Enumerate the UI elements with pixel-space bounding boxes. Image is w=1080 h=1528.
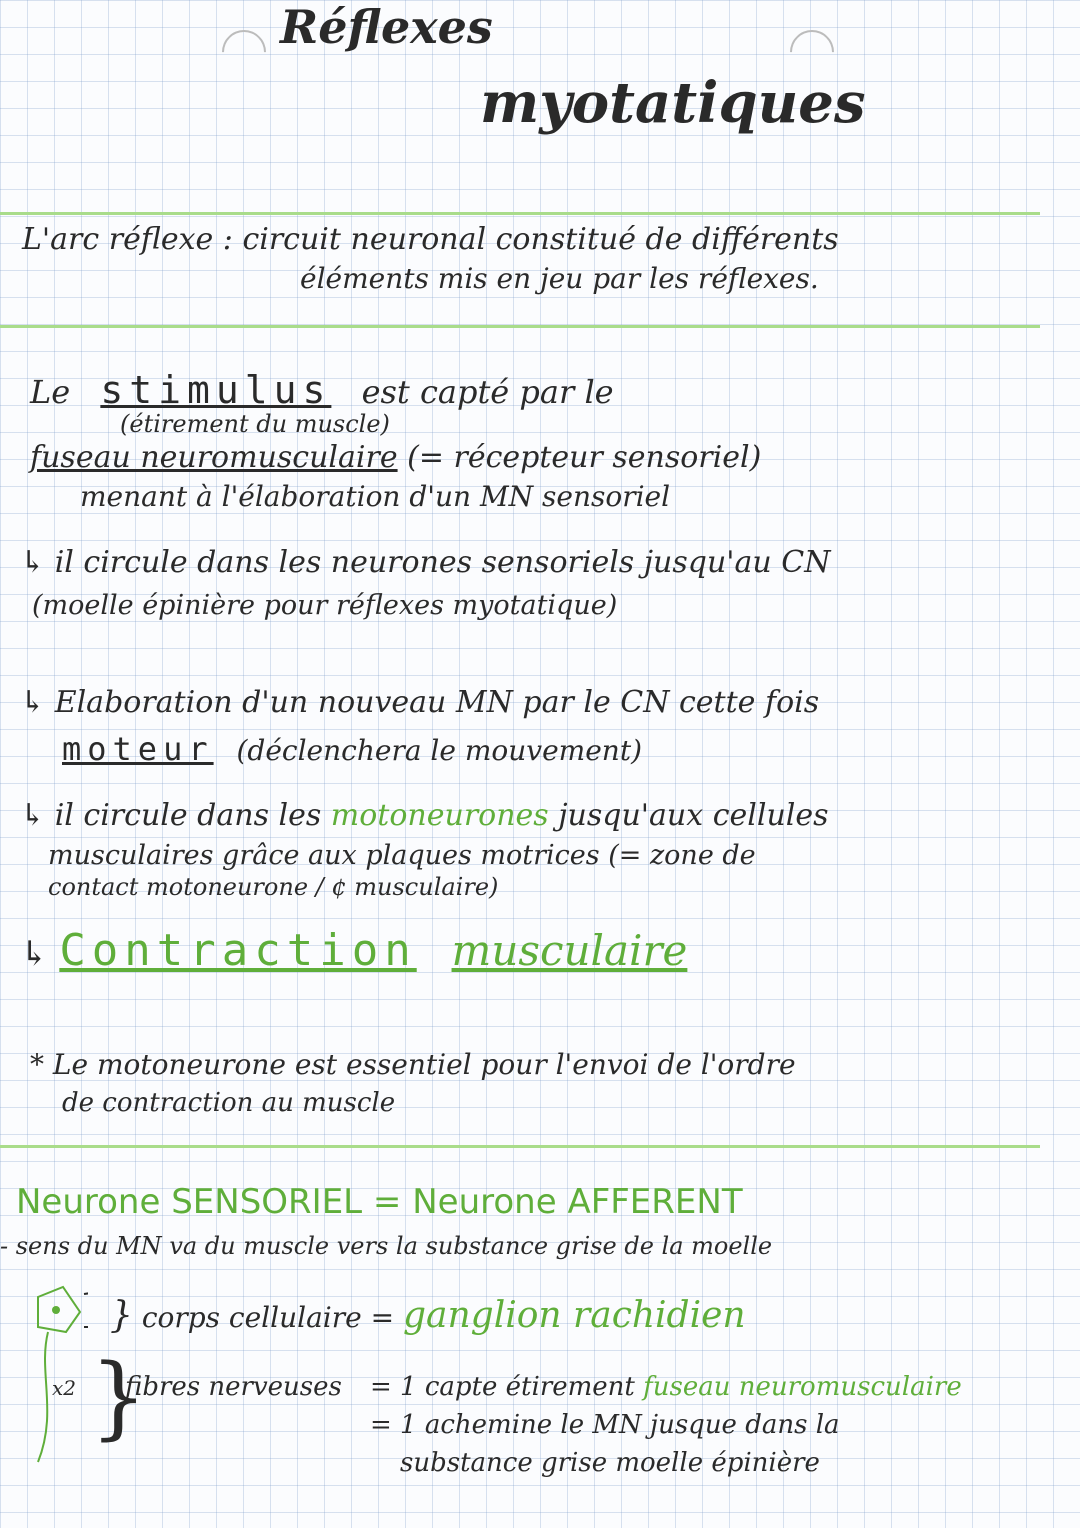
green-rule (0, 325, 1040, 328)
step4-line (20, 925, 687, 976)
fuseau-note: (= récepteur sensoriel) (407, 440, 762, 475)
corps-line (110, 1295, 746, 1336)
motoneurones-term: motoneurones (330, 798, 549, 833)
step2-line2 (62, 730, 642, 768)
fibre1-prefix: = 1 capte étirement (370, 1372, 635, 1402)
arc-line2: éléments mis en jeu par les réflexes. (300, 262, 819, 295)
arrow-icon: ↳ (20, 934, 49, 974)
title-line2: myotatiques (480, 70, 866, 136)
step2-text: Elaboration d'un nouveau MN par le CN cette fois (54, 685, 820, 720)
moteur-word: moteur (62, 730, 214, 768)
stimulus-prefix: Le (30, 373, 71, 411)
fibre2-line: = 1 achemine le MN jusque dans la (370, 1410, 840, 1440)
brace-icon: } (110, 1295, 133, 1336)
moteur-note: (déclenchera le mouvement) (236, 734, 643, 767)
arc-line1: L'arc réflexe : circuit neuronal constitué de différents (22, 222, 839, 257)
fibre1-line (370, 1372, 962, 1402)
stimulus-suffix: est capté par le (361, 373, 614, 411)
corps-value: ganglion rachidien (402, 1295, 746, 1336)
stimulus-word: stimulus (100, 368, 332, 412)
stimulus-note: (étirement du muscle) (120, 410, 390, 438)
sens-line: - sens du MN va du muscle vers la substance grise de la moelle (0, 1232, 773, 1260)
step1-text: il circule dans les neurones sensoriels jusqu'au CN (54, 545, 831, 580)
title-line1: Réflexes (280, 0, 493, 54)
arrow-icon: ↳ (20, 798, 46, 833)
contraction-word: Contraction (59, 925, 417, 976)
step3-line3: contact motoneurone / ¢ musculaire) (48, 873, 499, 901)
step3-line1 (20, 798, 829, 833)
x2-label: x2 (52, 1376, 77, 1400)
musculaire-word: musculaire (451, 926, 688, 975)
note-line2: de contraction au muscle (62, 1088, 396, 1118)
fuseau-term: fuseau neuromusculaire (30, 440, 398, 475)
green-rule (0, 1145, 1040, 1148)
stimulus-line3: menant à l'élaboration d'un MN sensoriel (80, 480, 671, 513)
step3-prefix: il circule dans les (54, 798, 322, 833)
fibre3-line: substance grise moelle épinière (400, 1448, 820, 1478)
step3-line2: musculaires grâce aux plaques motrices (= zone de (48, 840, 756, 871)
fibres-label: fibres nerveuses (125, 1372, 342, 1402)
fibre1-green: fuseau neuromusculaire (643, 1372, 962, 1402)
note-line1: * Le motoneurone est essentiel pour l'envoi de l'ordre (30, 1048, 796, 1081)
arrow-icon: ↳ (20, 685, 46, 720)
punch-hole-left (213, 21, 275, 83)
arrow-icon: ↳ (20, 545, 46, 580)
stimulus-line (30, 368, 614, 412)
corps-label: corps cellulaire = (141, 1301, 395, 1334)
step1-line2: (moelle épinière pour réflexes myotatique) (32, 590, 618, 621)
step1-line1 (20, 545, 830, 580)
step3-suffix: jusqu'aux cellules (558, 798, 829, 833)
neuron-sketch-icon (8, 1272, 88, 1472)
sensoriel-heading: Neurone SENSORIEL = Neurone AFFERENT (16, 1182, 743, 1222)
fibres-brace-icon: } (90, 1345, 148, 1450)
fuseau-line (30, 440, 761, 475)
green-rule (0, 212, 1040, 215)
step2-line1 (20, 685, 819, 720)
